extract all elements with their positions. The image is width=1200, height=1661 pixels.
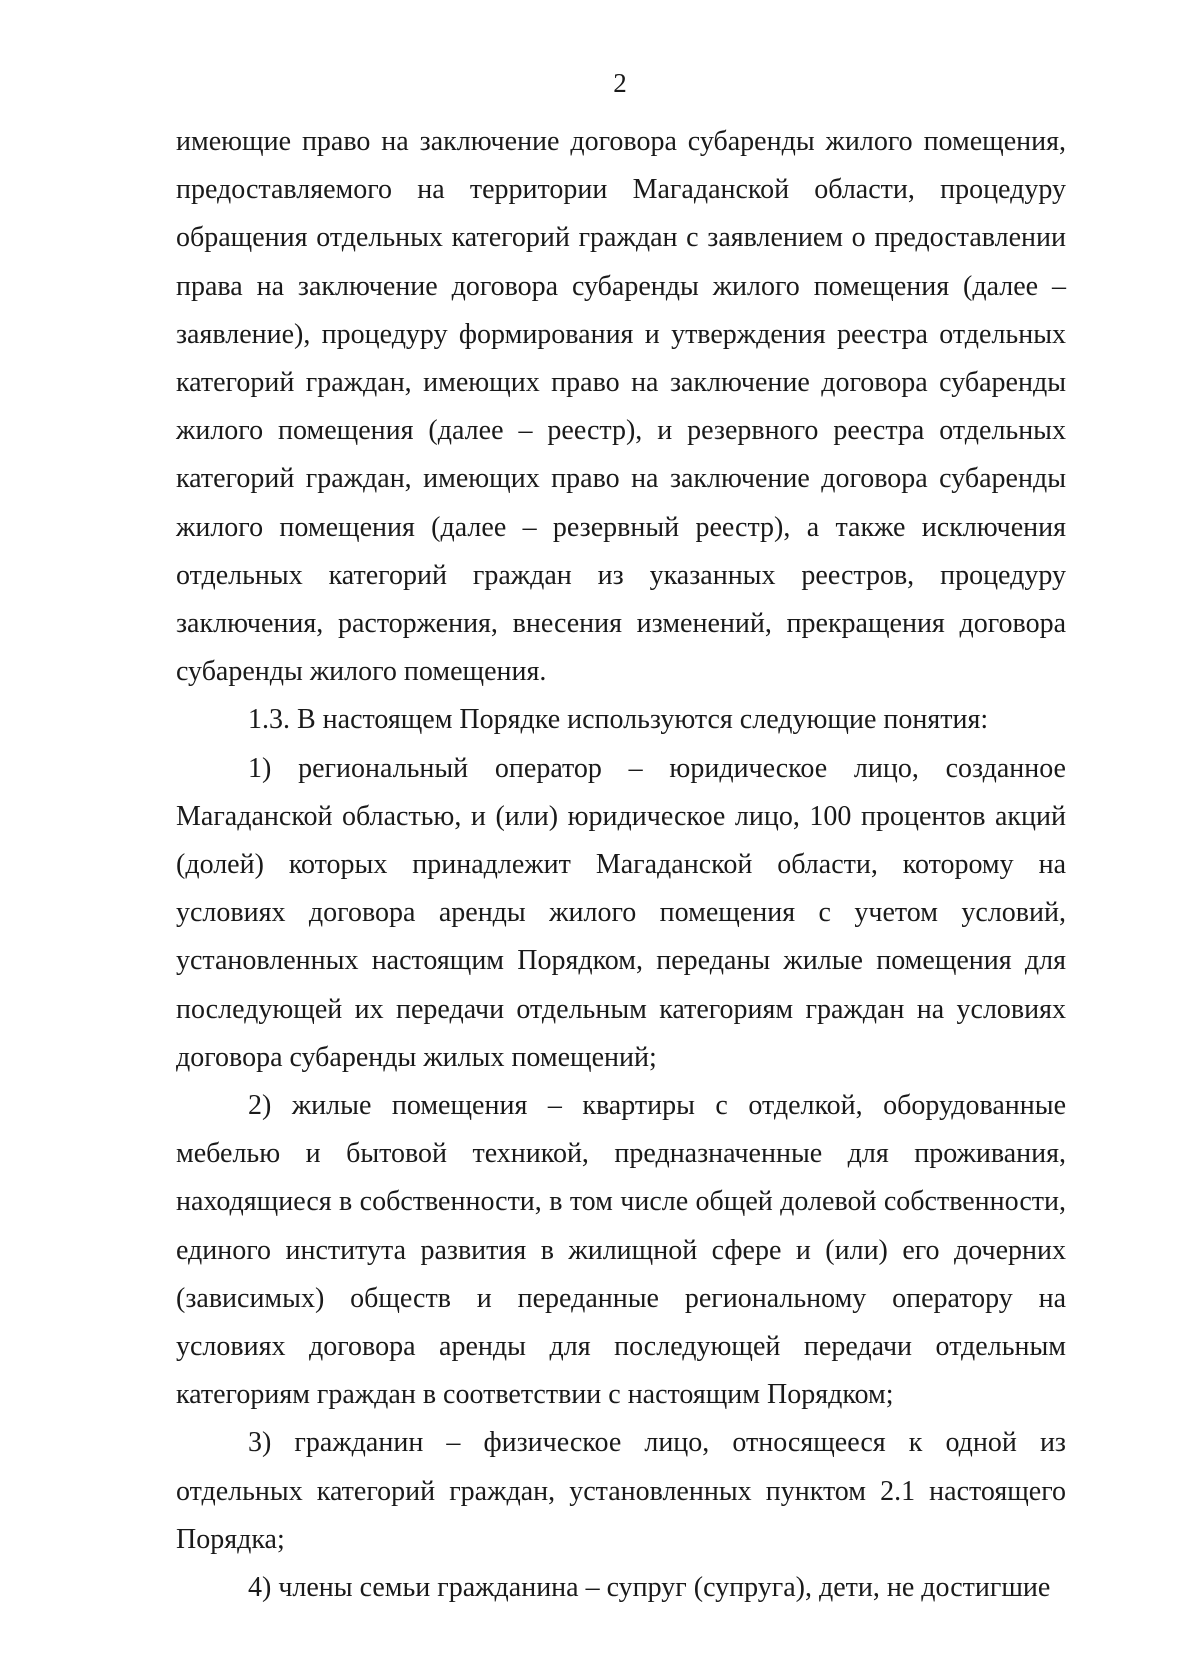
paragraph-item-4: 4) члены семьи гражданина – супруг (супруга), дети, не достигшие [248, 1572, 1051, 1604]
paragraph-section-1-3: 1.3. В настоящем Порядке используются следующие понятия: [248, 704, 989, 736]
paragraph-item-3: 3) гражданин – физическое лицо, относящееся к одной из отдельных категорий граждан, установленных пунктом 2.1 настоящего Порядка; [176, 1427, 1066, 1555]
paragraph-item-2: 2) жилые помещения – квартиры с отделкой, оборудованные мебелью и бытовой техникой, предназначенные для проживания, находящиеся в собственности, в том числе общей долевой собственности, единого института развития в жилищной сфере и (или) его дочерних (зависимых) обществ и переданные региональному оператору на условиях договора аренды для последующей передачи отдельным категориям граждан в соответствии с настоящим Порядком; [176, 1090, 1066, 1411]
paragraph-item-1: 1) региональный оператор – юридическое лицо, созданное Магаданской областью, и (или) юридическое лицо, 100 процентов акций (долей) которых принадлежит Магаданской области, которому на условиях договора аренды жилого помещения с учетом условий, установленных настоящим Порядком, переданы жилые помещения для последующей их передачи отдельным категориям граждан на условиях договора субаренды жилых помещений; [176, 752, 1066, 1073]
document-body [176, 118, 1066, 1612]
page-number: 2 [613, 68, 627, 98]
paragraph-continuation: имеющие право на заключение договора субаренды жилого помещения, предоставляемого на территории Магаданской области, процедуру обращения отдельных категорий граждан с заявлением о предоставлении права на заключение договора субаренды жилого помещения (далее – заявление), процедуру формирования и утверждения реестра отдельных категорий граждан, имеющих право на заключение договора субаренды жилого помещения (далее – реестр), и резервного реестра отдельных категорий граждан, имеющих право на заключение договора субаренды жилого помещения (далее – резервный реестр), а также исключения отдельных категорий граждан из указанных реестров, процедуру заключения, расторжения, внесения изменений, прекращения договора субаренды жилого помещения. [176, 126, 1066, 688]
